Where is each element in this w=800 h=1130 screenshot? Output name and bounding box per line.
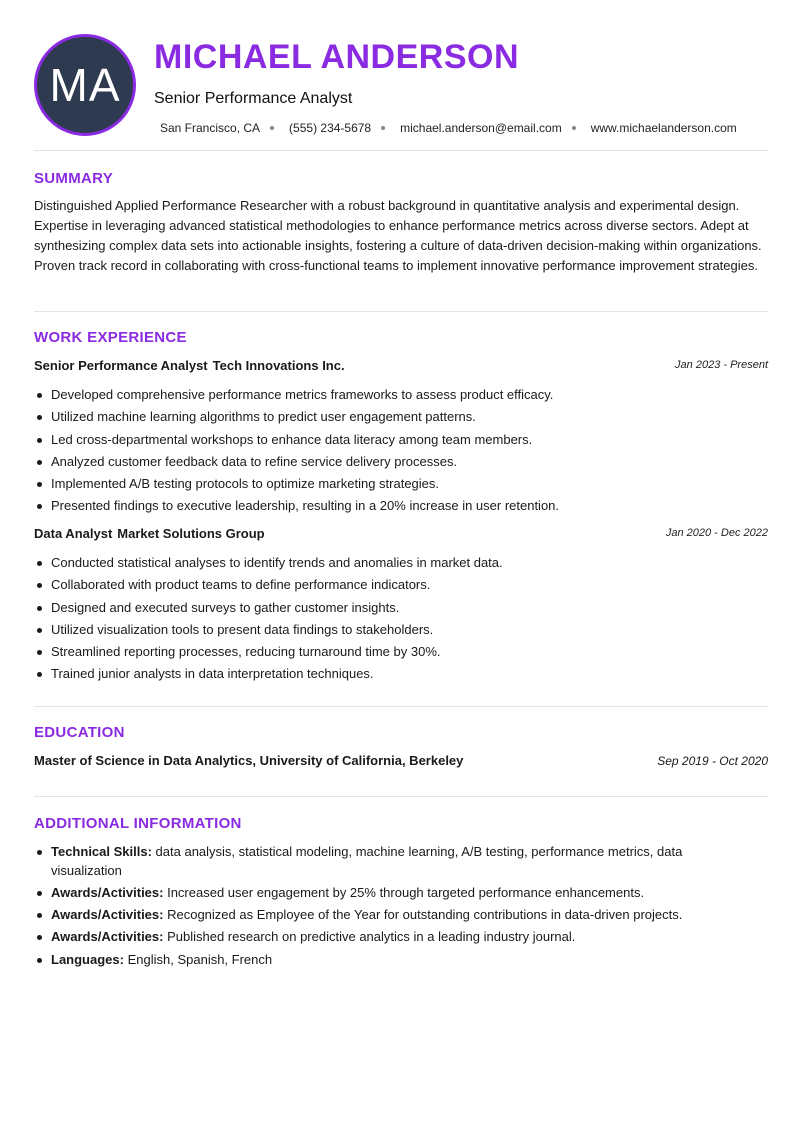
list-item: Conducted statistical analyses to identify trends and anomalies in market data. <box>34 552 768 574</box>
education-degree: Master of Science in Data Analytics, University of California, Berkeley <box>34 753 464 768</box>
list-item: Led cross-departmental workshops to enhance data literacy among team members. <box>34 429 768 451</box>
divider <box>34 311 768 312</box>
item-text: data analysis, statistical modeling, machine learning, A/B testing, performance metrics, data visualization <box>51 844 683 878</box>
item-text: Increased user engagement by 25% through targeted performance enhancements. <box>167 885 645 900</box>
list-item: Developed comprehensive performance metrics frameworks to assess product efficacy. <box>34 384 768 406</box>
summary-text: Distinguished Applied Performance Researcher with a robust background in quantitative analysis and experimental design. Expertise in leveraging advanced statistical methodologies to enhance performance metrics across diverse sectors. Adept at synthesizing complex data sets into actionable insights, fostering a culture of data-driven decision-making within organizations. Proven track record in collaborating with cross-functional teams to implement innovative performance improvement strategies. <box>34 198 762 273</box>
job-bullets <box>34 552 768 686</box>
item-label: Awards/Activities: <box>51 907 164 922</box>
section-heading-education: EDUCATION <box>34 724 125 741</box>
divider <box>34 706 768 707</box>
job-company: Market Solutions Group <box>117 526 265 541</box>
job-entry <box>34 358 768 518</box>
contact-website: www.michaelanderson.com <box>590 121 737 135</box>
resume-header <box>34 34 768 138</box>
list-item: Collaborated with product teams to define performance indicators. <box>34 574 768 596</box>
education-entry <box>34 753 768 773</box>
list-item <box>34 950 734 969</box>
job-header <box>34 526 768 546</box>
section-heading-experience: WORK EXPERIENCE <box>34 329 187 346</box>
divider <box>34 150 768 151</box>
job-dates: Jan 2020 - Dec 2022 <box>665 527 768 539</box>
item-label: Languages: <box>51 952 124 967</box>
list-item: Trained junior analysts in data interpretation techniques. <box>34 663 768 685</box>
job-bullets <box>34 384 768 518</box>
item-label: Awards/Activities: <box>51 885 164 900</box>
additional-info-list <box>34 842 734 972</box>
job-company: Tech Innovations Inc. <box>212 358 345 373</box>
item-label: Technical Skills: <box>51 844 152 859</box>
list-item: Analyzed customer feedback data to refine service delivery processes. <box>34 451 768 473</box>
list-item <box>34 842 734 880</box>
item-text: English, Spanish, French <box>127 952 273 967</box>
divider <box>34 796 768 797</box>
section-heading-summary: SUMMARY <box>34 170 114 187</box>
job-dates: Jan 2023 - Present <box>675 359 768 371</box>
avatar-initials: MA <box>49 59 121 111</box>
contact-location: San Francisco, CA <box>160 121 261 135</box>
item-text: Published research on predictive analytics in a leading industry journal. <box>167 929 576 944</box>
list-item <box>34 927 734 946</box>
list-item: Utilized visualization tools to present data findings to stakeholders. <box>34 619 768 641</box>
separator-dot <box>270 126 274 130</box>
separator-dot <box>572 126 576 130</box>
contact-email: michael.anderson@email.com <box>400 121 562 135</box>
list-item: Presented findings to executive leadership, resulting in a 20% increase in user retention. <box>34 495 768 517</box>
list-item <box>34 905 734 924</box>
contact-phone: (555) 234-5678 <box>289 121 372 135</box>
list-item: Implemented A/B testing protocols to optimize marketing strategies. <box>34 473 768 495</box>
list-item <box>34 883 734 902</box>
avatar <box>34 34 136 136</box>
item-label: Awards/Activities: <box>51 929 164 944</box>
item-text: Recognized as Employee of the Year for outstanding contributions in data-driven projects. <box>167 907 683 922</box>
section-heading-additional: ADDITIONAL INFORMATION <box>34 815 242 832</box>
job-role: Data Analyst <box>34 526 113 541</box>
list-item: Utilized machine learning algorithms to predict user engagement patterns. <box>34 406 768 428</box>
job-header <box>34 358 768 378</box>
contact-info <box>160 121 737 135</box>
candidate-title: Senior Performance Analyst <box>154 90 353 107</box>
list-item: Designed and executed surveys to gather customer insights. <box>34 597 768 619</box>
job-entry <box>34 526 768 686</box>
separator-dot <box>381 126 385 130</box>
candidate-name: MICHAEL ANDERSON <box>154 38 520 76</box>
education-dates: Sep 2019 - Oct 2020 <box>657 754 768 768</box>
job-role: Senior Performance Analyst <box>34 358 208 373</box>
list-item: Streamlined reporting processes, reducing turnaround time by 30%. <box>34 641 768 663</box>
